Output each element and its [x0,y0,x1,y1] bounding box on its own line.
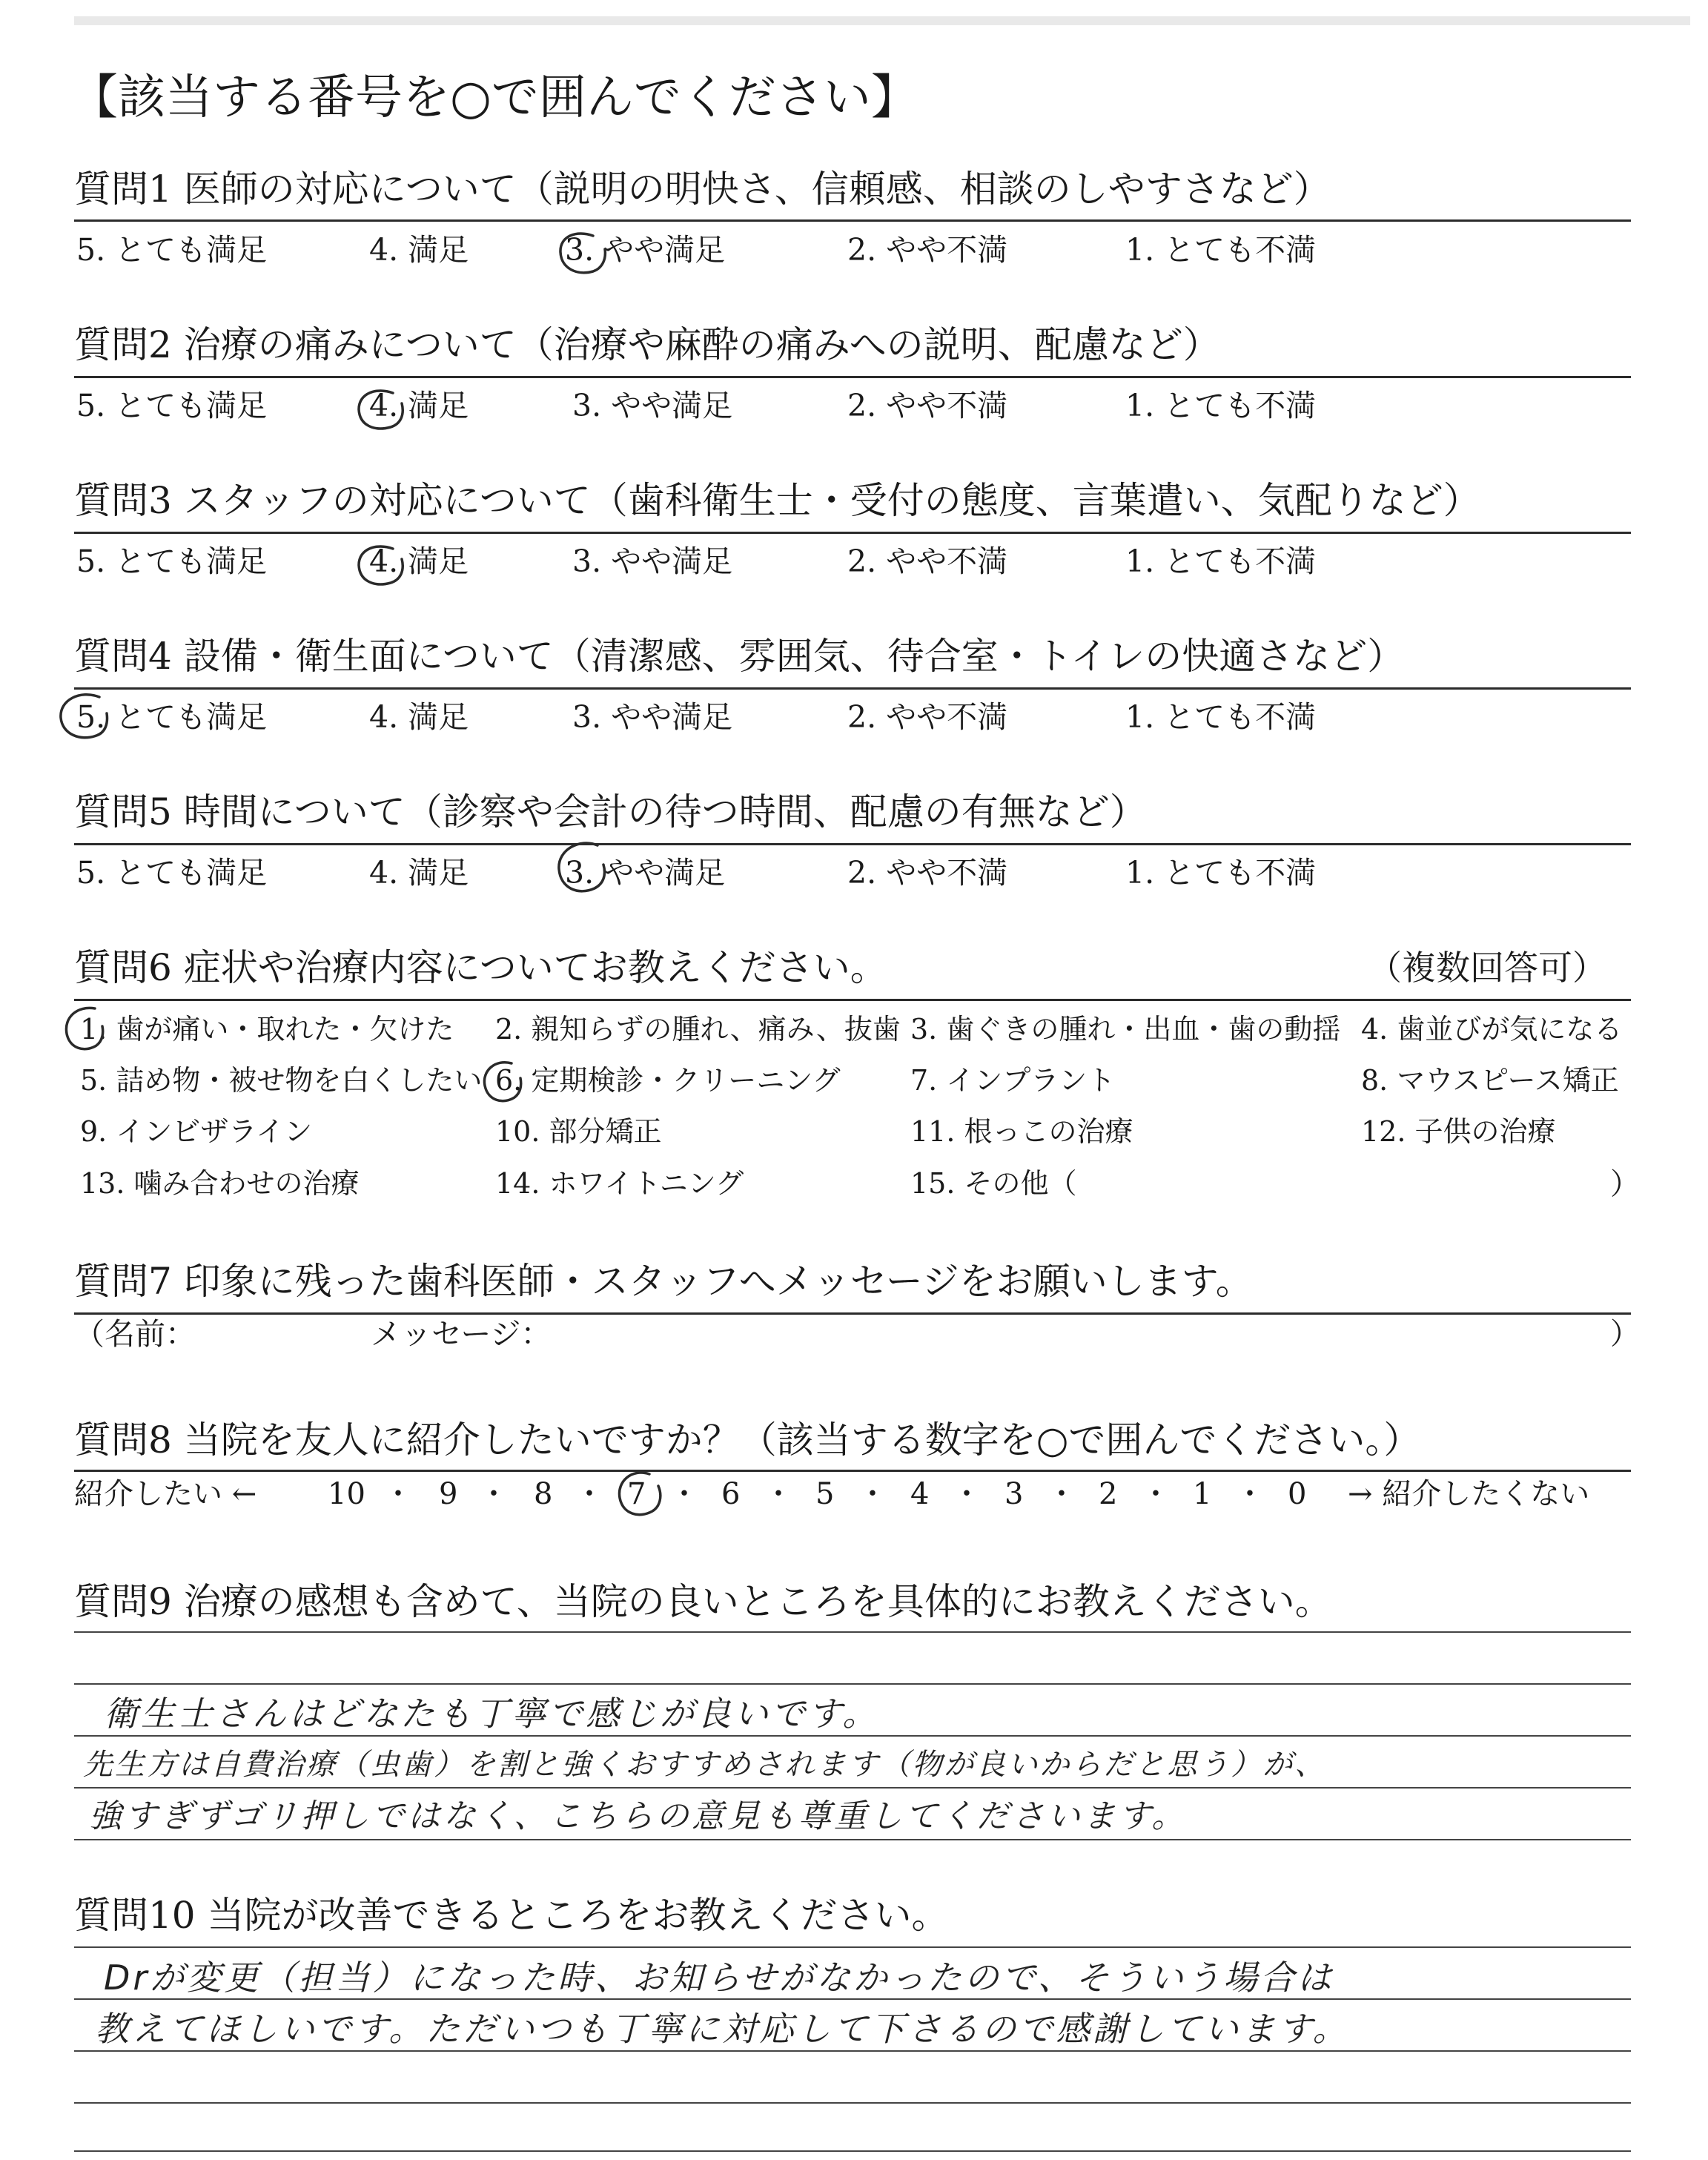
q4-option-4[interactable]: 4. 満足 [369,699,469,735]
q3-option-4[interactable]: 4. 満足 [369,544,469,579]
q3-option-2[interactable]: 2. やや不満 [847,544,1008,579]
q6-option-9[interactable]: 9. インビザライン [80,1115,313,1148]
q7-name-label: （名前： [74,1316,196,1352]
q4-option-2[interactable]: 2. やや不満 [847,699,1008,735]
question-2-label: 質問2 治療の痛みについて（治療や麻酔の痛みへの説明、配慮など） [74,323,1220,366]
q4-option-1[interactable]: 1. とても不満 [1125,699,1317,735]
q8-separator: ・ [479,1477,509,1511]
q6-option-4[interactable]: 4. 歯並びが気になる [1361,1013,1623,1046]
q8-score-5[interactable]: 5 [815,1477,835,1511]
q8-separator: ・ [383,1477,413,1511]
question-5-label: 質問5 時間について（診察や会計の待つ時間、配慮の有無など） [74,790,1147,833]
q10-answer-rule [74,2102,1631,2104]
q6-option-11[interactable]: 11. 根っこの治療 [910,1115,1133,1148]
q8-separator: ・ [669,1477,699,1511]
q8-right-label: → 紹介したくない [1348,1477,1590,1511]
q6-option-15[interactable]: 15. その他（ [910,1167,1077,1200]
q8-separator: ・ [858,1477,887,1511]
q8-score-0[interactable]: 0 [1288,1477,1307,1511]
question-5-rule [74,843,1631,845]
page-title: 【該当する番号を○で囲んでください】 [70,70,918,125]
q6-option-2[interactable]: 2. 親知らずの腫れ、痛み、抜歯 [495,1013,901,1046]
q6-option-13[interactable]: 13. 噛み合わせの治療 [80,1167,360,1200]
q8-score-9[interactable]: 9 [439,1477,458,1511]
q5-option-3[interactable]: 3. やや満足 [565,855,726,891]
q8-separator: ・ [764,1477,793,1511]
q8-separator: ・ [952,1477,982,1511]
q5-option-1[interactable]: 1. とても不満 [1125,855,1317,891]
q2-option-4[interactable]: 4. 満足 [369,388,469,423]
q2-option-3[interactable]: 3. やや満足 [572,388,733,423]
scan-top-edge [74,16,1690,25]
q8-separator: ・ [1047,1477,1076,1511]
q9-answer-rule [74,1735,1631,1737]
question-3-rule [74,532,1631,534]
q1-option-4[interactable]: 4. 満足 [369,232,469,268]
question-7-rule [74,1312,1631,1315]
q6-option-5[interactable]: 5. 詰め物・被せ物を白くしたい [80,1064,483,1097]
q10-answer-line-1: Drが変更（担当）になった時、お知らせがなかったので、そういう場合は [104,1958,1335,1998]
q9-answer-rule [74,1683,1631,1685]
q9-answer-line-3: 強すぎずゴリ押しではなく、こちらの意見も尊重してくださいます。 [89,1797,1188,1835]
q8-score-3[interactable]: 3 [1004,1477,1024,1511]
question-4-label: 質問4 設備・衛生面について（清潔感、雰囲気、待合室・トイレの快適さなど） [74,635,1405,678]
q6-option-14[interactable]: 14. ホワイトニング [495,1167,744,1200]
q8-score-10[interactable]: 10 [328,1477,365,1511]
q1-option-2[interactable]: 2. やや不満 [847,232,1008,268]
q1-option-3[interactable]: 3. やや満足 [565,232,726,268]
q9-answer-rule [74,1631,1631,1633]
q4-option-3[interactable]: 3. やや満足 [572,699,733,735]
q8-score-6[interactable]: 6 [721,1477,741,1511]
q10-answer-rule [74,1946,1631,1948]
question-10-label: 質問10 当院が改善できるところをお教えください。 [74,1894,949,1937]
question-1-rule [74,219,1631,222]
q3-option-3[interactable]: 3. やや満足 [572,544,733,579]
q1-option-5[interactable]: 5. とても満足 [76,232,268,268]
q6-option-3[interactable]: 3. 歯ぐきの腫れ・出血・歯の動揺 [910,1013,1341,1046]
q10-answer-rule [74,1998,1631,2000]
q6-option-6[interactable]: 6. 定期検診・クリーニング [495,1064,841,1097]
q6-option-8[interactable]: 8. マウスピース矯正 [1361,1064,1619,1097]
q6-other-close-paren: ） [1610,1167,1640,1201]
q7-message-label: メッセージ： [371,1316,552,1352]
q8-left-label: 紹介したい ← [74,1477,257,1511]
q3-option-5[interactable]: 5. とても満足 [76,544,268,579]
q8-separator: ・ [575,1477,604,1511]
question-2-rule [74,376,1631,378]
q8-score-2[interactable]: 2 [1099,1477,1118,1511]
q8-score-8[interactable]: 8 [534,1477,553,1511]
q4-option-5[interactable]: 5. とても満足 [76,699,268,735]
question-4-rule [74,687,1631,690]
q1-option-1[interactable]: 1. とても不満 [1125,232,1317,268]
question-1-label: 質問1 医師の対応について（説明の明快さ、信頼感、相談のしやすさなど） [74,168,1331,211]
q3-option-1[interactable]: 1. とても不満 [1125,544,1317,579]
q10-answer-rule [74,2050,1631,2052]
q7-close-paren: ） [1610,1317,1640,1351]
q8-separator: ・ [1141,1477,1171,1511]
q10-answer-line-2: 教えてほしいです。ただいつも丁寧に対応して下さるので感謝しています。 [95,2009,1350,2049]
q6-option-12[interactable]: 12. 子供の治療 [1361,1115,1556,1148]
q2-option-2[interactable]: 2. やや不満 [847,388,1008,423]
q10-answer-rule [74,2150,1631,2152]
q8-separator: ・ [1235,1477,1265,1511]
question-7-label: 質問7 印象に残った歯科医師・スタッフへメッセージをお願いします。 [74,1260,1253,1303]
q8-score-7[interactable]: 7 [627,1477,646,1511]
q9-answer-line-2: 先生方は自費治療（虫歯）を割と強くおすすめされます（物が良いからだと思う）が、 [83,1748,1327,1782]
q2-option-5[interactable]: 5. とても満足 [76,388,268,423]
q5-option-2[interactable]: 2. やや不満 [847,855,1008,891]
q9-answer-line-1: 衛生士さんはどなたも丁寧で感じが良いです。 [104,1694,880,1734]
q5-option-5[interactable]: 5. とても満足 [76,855,268,891]
question-6-label: 質問6 症状や治療内容についてお教えください。 [74,946,887,989]
q6-option-7[interactable]: 7. インプラント [910,1064,1116,1097]
question-8-label: 質問8 当院を友人に紹介したいですか？（該当する数字を○で囲んでください。） [74,1418,1421,1462]
q5-option-4[interactable]: 4. 満足 [369,855,469,891]
question-6-rule [74,999,1631,1001]
q8-score-4[interactable]: 4 [910,1477,930,1511]
q6-option-10[interactable]: 10. 部分矯正 [495,1115,662,1148]
question-9-label: 質問9 治療の感想も含めて、当院の良いところを具体的にお教えください。 [74,1580,1332,1623]
q2-option-1[interactable]: 1. とても不満 [1125,388,1317,423]
question-8-rule [74,1470,1631,1472]
question-6-note: （複数回答可） [1368,948,1606,988]
q6-option-1[interactable]: 1. 歯が痛い・取れた・欠けた [80,1013,454,1046]
q9-answer-rule [74,1787,1631,1789]
q9-answer-rule [74,1839,1631,1840]
q8-score-1[interactable]: 1 [1193,1477,1212,1511]
question-3-label: 質問3 スタッフの対応について（歯科衛生士・受付の態度、言葉遣い、気配りなど） [74,479,1480,522]
